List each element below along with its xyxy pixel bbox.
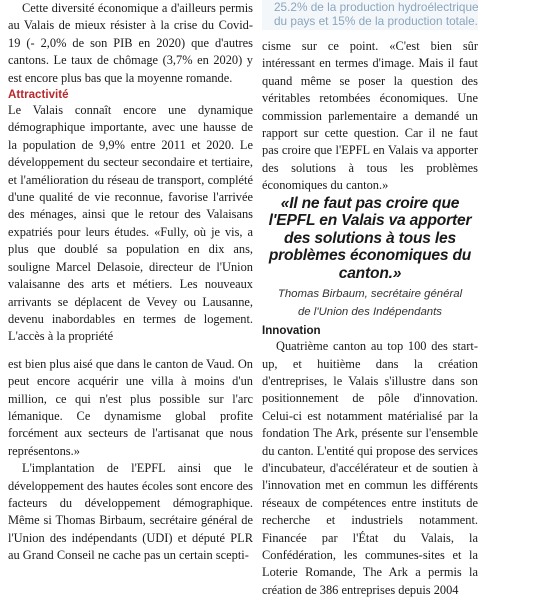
quote-attribution-line: de l'Union des Indépendants — [297, 306, 443, 319]
paragraph: L'implantation de l'EPFL ainsi que le développement des hautes écoles sont encore des facteurs du développement démographique. Même si Thomas Birbaum, secrétaire général de l'Union des indépendants (UDI) et député PLR au Grand Conseil ne cache pas un certain scepti- — [8, 461, 253, 563]
quote-attribution-line: Thomas Birbaum, secrétaire général — [277, 288, 463, 301]
right-column — [262, 38, 478, 599]
quote-attribution — [262, 285, 478, 321]
section-heading-innovation: Innovation — [262, 324, 321, 338]
callout-box — [262, 0, 478, 30]
paragraph: Quatrième canton au top 100 des start-up, et huitième dans la création d'entreprises, le Valais s'illustre dans son positionnement de pôle d'innovation. Celui-ci est notamment matérialisé par la fondation The Ark, présente sur l'ensemble du canton. L'entité qui propose des services d'incubateur, d'accélérateur et de soutien à l'innovation met en commun les différents réseaux de compétences entre instituts de recherche et industriels notamment. Financée par l'État du Valais, la Confédération, les communes-sites et la Loterie Romande, The Ark a permis la création de 386 entreprises depuis 2004 — [262, 339, 478, 597]
intro-paragraph: Cette diversité économique a d'ailleurs permis au Valais de mieux résister à la crise du Covid-19 (- 2,0% de son PIB en 2020) que d'autres cantons. Le taux de chômage (3,7% en 2020) y est encore plus bas que la moyenne romande. — [8, 1, 253, 85]
section-heading-attractivite: Attractivité — [8, 88, 69, 102]
pull-quote: «Il ne faut pas croire que l'EPFL en Valais va apporter des solutions à tous les problèmes économiques du canton.» — [268, 194, 472, 282]
paragraph: est bien plus aisé que dans le canton de Vaud. On peut encore acquérir une villa à moins d'un million, ce qui n'est plus possible sur l'arc lémanique. Ce dynamisme global profite forcément aux secteurs de l'artisanat que nous représentons.» — [8, 356, 253, 458]
left-column — [8, 0, 253, 565]
callout-line: du pays et 15% de la production totale. — [274, 14, 478, 28]
callout-line: 25.2% de la production hydroélectrique — [274, 0, 479, 14]
paragraph: Le Valais connaît encore une dynamique démographique importante, avec une hausse de la population de 9,9% entre 2011 et 2020. Le développement du secteur secondaire et tertiaire, et l'amélioration du réseau de transport, complété d'une qualité de vie reconnue, favorise l'arrivée des ménages, ainsi que le retour des Valaisans expatriés pour leurs études. «Fully, où je vis, a plus que doublé sa population en dix ans, souligne Marcel Delasoie, directeur de l'Union valaisanne des arts et métiers. Les nouveaux arrivants se déplacent de Vevey ou Lausanne, devenu inabordables en termes de logement. L'accès à la propriété — [8, 103, 253, 344]
paragraph: cisme sur ce point. «C'est bien sûr intéressant en termes d'image. Mais il faut quand même se poser la question des véritables retombées économiques. Une commission parlementaire a demandé un rapport sur cette question. Car il ne faut pas croire que l'EPFL en Valais va apporter des solutions à tous les problèmes économiques du canton.» — [262, 39, 478, 193]
